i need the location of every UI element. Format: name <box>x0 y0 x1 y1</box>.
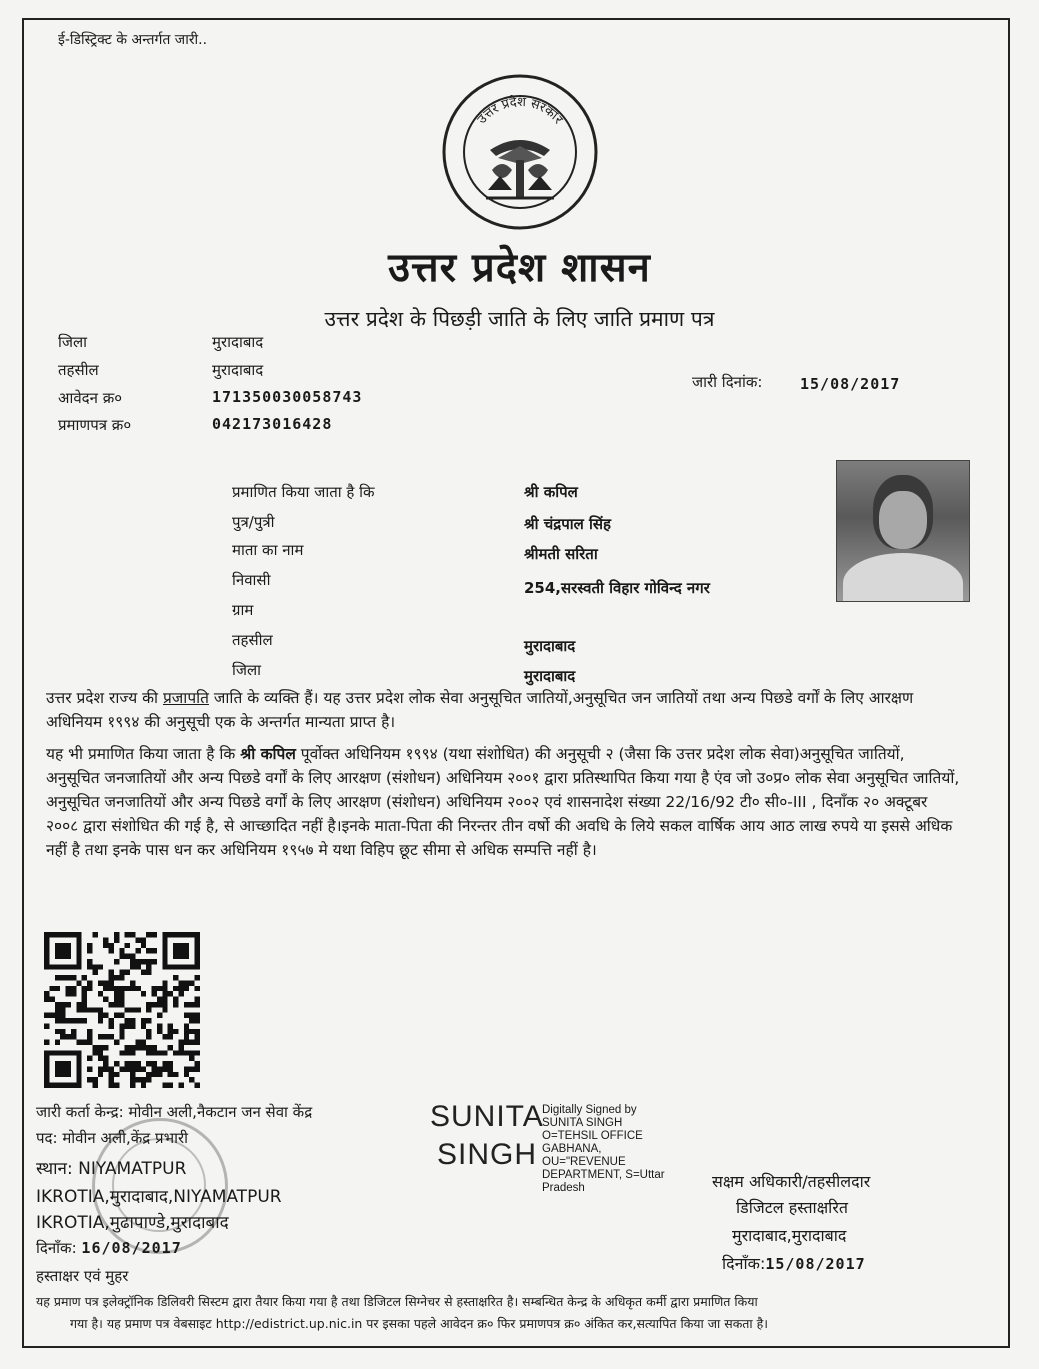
application-number-label: आवेदन क्र० <box>58 389 123 407</box>
authority-designation: सक्षम अधिकारी/तहसीलदार <box>712 1172 871 1191</box>
emblem-caption: उत्तर प्रदेश सरकार <box>474 94 566 128</box>
issue-date-label: जारी दिनांक: <box>692 373 763 391</box>
authority-place: मुरादाबाद,मुरादाबाद <box>732 1226 847 1245</box>
issuing-centre-value: मोवीन अली,नैकटान जन सेवा केंद्र <box>128 1103 313 1121</box>
issuer-place <box>36 1156 186 1179</box>
digital-signature-detail: Digitally Signed by SUNITA SINGH O=TEHSIL OFFICE GABHANA, OU="REVENUE DEPARTMENT, S=Uttar Pradesh <box>542 1104 665 1194</box>
issuer-date <box>36 1238 182 1258</box>
digital-signature-name-line2: SINGH <box>437 1138 538 1171</box>
parent-label: पुत्र/पुत्री <box>232 513 275 531</box>
issuer-place-value: NIYAMATPUR <box>78 1159 187 1179</box>
issuer-post-value: मोवीन अली,केंद्र प्रभारी <box>62 1129 189 1147</box>
paragraph-caste-recognition <box>46 686 962 734</box>
details-district-value: मुरादाबाद <box>524 667 576 685</box>
signature-seal-label: हस्ताक्षर एवं मुहर <box>36 1267 129 1285</box>
up-government-emblem-icon <box>440 72 600 232</box>
p2-name: श्री कपिल <box>240 745 296 763</box>
details-district-label: जिला <box>232 661 262 679</box>
father-name: श्री चंद्रपाल सिंह <box>524 515 612 533</box>
issuing-centre-label: जारी कर्ता केन्द्र: <box>36 1103 124 1121</box>
caste-name: प्रजापति <box>162 689 209 707</box>
p2-rest: पूर्वोक्त अधिनियम १९९४ (यथा संशोधित) की अनुसूची २ (जैसा कि उत्तर प्रदेश लोक सेवा)अनुसूचित जातियों, अनुसूचित जनजातियों और अन्य पिछडे वर्गों के लिए आरक्षण (संशोधन) अधिनियम २००१ द्वारा प्रतिस्थापित किया गया है एंव जो उ०प्र० लोक सेवा अनुसूचित जातियों, अनुसूचित जनजातियों और अन्य पिछडे वर्गों के लिए आरक्षण (संशोधन) अधिनियम २००२ एवं शासनादेश संख्या 22/16/92 टी० सी०-III , दिनाँक २० अक्टूबर २००८ द्वारा संशोधित की गई है, से आच्छादित नहीं है।इनके माता-पिता की निरन्तर तीन वर्षो की अवधि के लिये सकल वार्षिक आय आठ लाख रुपये या इससे अधिक नहीं है तथा इनके पास धन कर अधिनियम १९५७ मे यथा विहिप छूट सीमा से अधिक सम्पत्ति नहीं है। <box>46 745 960 859</box>
district-label: जिला <box>58 333 88 351</box>
issuer-post <box>36 1128 188 1148</box>
authority-date <box>722 1252 866 1274</box>
resident-address: 254,सरस्वती विहार गोविन्द नगर <box>524 579 710 597</box>
issuer-date-value: 16/08/2017 <box>81 1239 182 1257</box>
issuing-centre <box>36 1102 312 1122</box>
issuer-post-label: पद: <box>36 1129 58 1147</box>
qr-code-icon <box>44 930 200 1090</box>
tehsil-label: तहसील <box>58 361 99 379</box>
document-title: उत्तर प्रदेश शासन <box>388 244 651 291</box>
certified-label: प्रमाणित किया जाता है कि <box>232 483 375 501</box>
document-subtitle: उत्तर प्रदेश के पिछड़ी जाति के लिए जाति प्रमाण पत्र <box>324 307 715 331</box>
tehsil-value: मुरादाबाद <box>212 361 264 379</box>
village-label: ग्राम <box>232 601 254 619</box>
authority-digital-signed: डिजिटल हस्ताक्षरित <box>736 1198 848 1217</box>
issuer-address-line1: IKROTIA,मुरादाबाद,NIYAMATPUR <box>36 1187 282 1207</box>
details-tehsil-label: तहसील <box>232 631 273 649</box>
paragraph-creamy-layer <box>46 742 962 862</box>
application-number-value: 171350030058743 <box>212 388 363 406</box>
certificate-number-value: 042173016428 <box>212 415 333 433</box>
applicant-photo <box>836 460 970 602</box>
certificate-number-label: प्रमाणपत्र क्र० <box>58 416 132 434</box>
certified-name: श्री कपिल <box>524 483 578 501</box>
authority-date-value: 15/08/2017 <box>765 1255 866 1273</box>
mother-label: माता का नाम <box>232 541 304 559</box>
issuer-place-label: स्थान: <box>36 1159 73 1179</box>
edistrict-note: ई-डिस्ट्रिक्ट के अन्तर्गत जारी.. <box>58 32 208 48</box>
mother-name: श्रीमती सरिता <box>524 545 598 563</box>
details-tehsil-value: मुरादाबाद <box>524 637 576 655</box>
footer-line-1: यह प्रमाण पत्र इलेक्ट्रॉनिक डिलिवरी सिस्टम द्वारा तैयार किया गया है तथा डिजिटल सिग्नेचर से हस्ताक्षरित है। सम्बन्धित केन्द्र के अधिकृत कर्मी द्वारा प्रमाणित किया <box>36 1294 758 1309</box>
district-value: मुरादाबाद <box>212 333 264 351</box>
issuer-date-label: दिनाँक: <box>36 1239 77 1257</box>
digital-signature-name-line1: SUNITA <box>430 1100 544 1133</box>
issuer-address-line2: IKROTIA,मुढापाण्डे,मुरादाबाद <box>36 1213 229 1233</box>
p1-rest: जाति के व्यक्ति हैं। यह उत्तर प्रदेश लोक सेवा अनुसूचित जातियों,अनुसूचित जन जातियों तथा अन्य पिछडे वर्गों के लिए आरक्षण अधिनियम १९९४ की अनुसूची एक के अन्तर्गत मान्यता प्राप्त है। <box>46 689 914 731</box>
p1-lead: उत्तर प्रदेश राज्य की <box>46 689 163 707</box>
issue-date-value: 15/08/2017 <box>800 375 901 393</box>
authority-date-label: दिनाँक: <box>722 1254 766 1273</box>
footer-line-2: गया है। यह प्रमाण पत्र वेबसाइट http://edistrict.up.nic.in पर इसका पहले आवेदन क्र० फिर प्रमाणपत्र क्र० अंकित कर,सत्यापित किया जा सकता है। <box>70 1316 769 1331</box>
resident-label: निवासी <box>232 571 271 589</box>
svg-text:उत्तर प्रदेश सरकार <box>475 94 566 128</box>
p2-lead: यह भी प्रमाणित किया जाता है कि <box>46 745 241 763</box>
